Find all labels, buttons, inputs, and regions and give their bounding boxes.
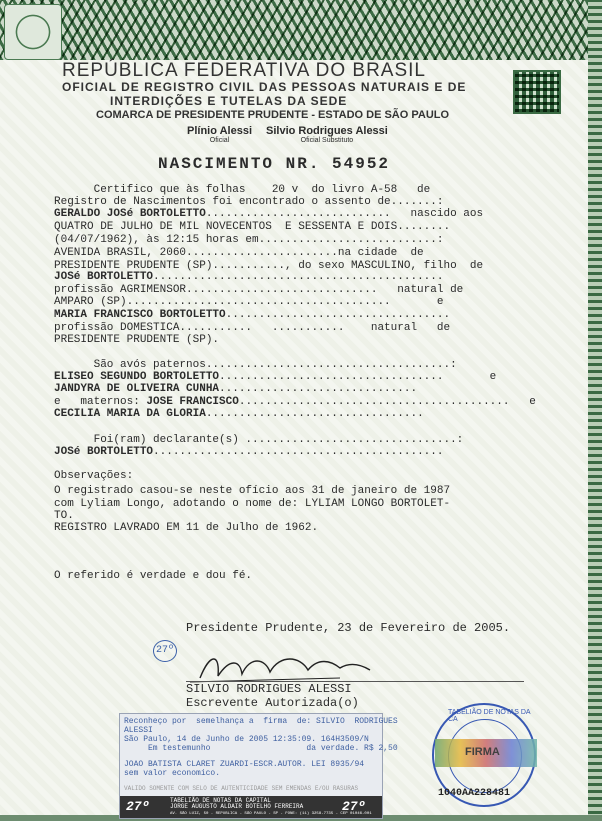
signer-role: Escrevente Autorizada(o) (186, 696, 359, 710)
document-title: NASCIMENTO NR. 54952 (158, 155, 391, 173)
stamp-line-1: Reconheço por semelhança a firma de: SILVIO RODRIGUES (124, 717, 398, 726)
cert-line-3 (54, 208, 483, 220)
qr-code-icon (513, 70, 561, 114)
cert-line-6: AVENIDA BRASIL, 2060.......................na cidade de (54, 247, 424, 259)
cert-line-17 (54, 396, 536, 408)
cert-line-17-rest: ......................................... e (238, 396, 536, 408)
declarant-name: JOSé BORTOLETTO (54, 446, 154, 458)
stamp-line-5: JOAO BATISTA CLARET ZUARDI-ESCR.AUTOR. LEI 8935/94 (124, 760, 365, 769)
stamp-validity-note: VALIDO SOMENTE COM SELO DE AUTENTICIDADE SEM EMENDAS E/OU RASURAS (124, 785, 359, 792)
cert-line-1: Certifico que às folhas 20 v do livro A-58 de (54, 184, 431, 196)
cert-line-17-pre: e maternos: (54, 396, 147, 408)
cert-line-10: AMPARO (SP)........................................ e (54, 296, 444, 308)
official-role: Oficial (209, 137, 230, 144)
official-name: Plínio Alessi (187, 125, 253, 137)
cert-line-2: Registro de Nascimentos foi encontrado o assento de.......: (54, 196, 444, 208)
cert-line-8 (54, 271, 443, 283)
guilloche-border-right (588, 0, 602, 821)
cert-line-11-rest: .................................. (225, 309, 451, 321)
republic-heading: REPÚBLICA FEDERATIVA DO BRASIL (62, 60, 427, 81)
registrant-name: GERALDO JOSé BORTOLETTO (54, 208, 206, 220)
paternal-grandmother: JANDYRA DE OLIVEIRA CUNHA (54, 383, 220, 395)
attestation-text: O referido é verdade e dou fé. (54, 570, 253, 582)
cert-line-14: São avós paternos.....................................: (54, 359, 457, 371)
notary-office-name: TABELIÃO DE NOTAS DA CAPITAL (170, 797, 271, 804)
maternal-grandfather: JOSE FRANCISCO (146, 396, 239, 408)
cert-line-3-rest: ............................ nascido aos (205, 208, 484, 220)
seal-text: TABELIÃO DE NOTAS DA CA (448, 709, 531, 723)
cert-line-12: profissão DOMESTICA........... ........... natural de (54, 322, 451, 334)
cert-line-13: PRESIDENTE PRUDENTE (SP). (54, 334, 220, 346)
observation-line-1: O registrado casou-se neste ofício aos 31 de janeiro de 1987 (54, 485, 451, 497)
observation-line-3: TO. (54, 510, 74, 522)
hologram-seal (435, 739, 537, 767)
official-block (187, 125, 252, 144)
cert-line-15-rest: .................................. e (219, 371, 497, 383)
maternal-grandmother: CECILIA MARIA DA GLORIA (54, 408, 206, 420)
substitute-block (266, 125, 388, 144)
observation-line-4: REGISTRO LAVRADO EM 11 de Julho de 1962. (54, 522, 319, 534)
cert-line-16-rest: .............................. (219, 383, 418, 395)
cert-line-9: profissão AGRIMENSOR............................. natural de (54, 284, 464, 296)
seal-firma-label: FIRMA (465, 746, 500, 758)
stamp-line-3: São Paulo, 14 de Junho de 2005 12:35:09. 164H3509/N (124, 735, 369, 744)
notary-authentication-stamp (119, 713, 398, 819)
cert-line-7: PRESIDENTE PRUDENTE (SP)..........., do sexo MASCULINO, filho de (54, 260, 484, 272)
cert-line-18-rest: ................................. (205, 408, 424, 420)
paternal-grandfather: ELISEO SEGUNDO BORTOLETTO (54, 371, 220, 383)
stamp-line-2: ALESSI (124, 726, 153, 735)
stamp-footer (120, 796, 382, 818)
notary-office-person: JORGE AUGUSTO ALDAIR BOTELHO FERREIRA (170, 803, 304, 810)
cert-line-4: QUATRO DE JULHO DE MIL NOVECENTOS E SESSENTA E DOIS........ (54, 221, 451, 233)
signer-name: SILVIO RODRIGUES ALESSI (186, 682, 352, 696)
office-heading-line2: INTERDIÇÕES E TUTELAS DA SEDE (110, 94, 348, 108)
signer-block (186, 682, 359, 710)
notary-logo-left: 27º (126, 799, 150, 814)
cert-line-11 (54, 309, 450, 321)
cert-line-18 (54, 408, 424, 420)
cert-line-16 (54, 383, 417, 395)
cert-line-5: (04/07/1962), às 12:15 horas em...........................: (54, 234, 444, 246)
observation-line-2: com Lyliam Longo, adotando o nome de: LYLIAM LONGO BORTOLET- (54, 498, 451, 510)
substitute-name: Silvio Rodrigues Alessi (266, 125, 388, 137)
cert-line-20 (54, 446, 443, 458)
observations-label: Observações: (54, 470, 134, 482)
cert-line-8-rest: ............................................ (153, 271, 444, 283)
seal-serial-number: 1040AA228481 (438, 788, 511, 799)
guilloche-border-top (0, 0, 602, 60)
notary-number-stamp: 27º (153, 640, 177, 662)
place-and-date: Presidente Prudente, 23 de Fevereiro de 2005. (186, 621, 511, 635)
coat-of-arms-icon (4, 4, 62, 60)
notary-office-address: AV. SÃO LUIZ, 50 - REPUBLICA - SÃO PAULO - SP - FONE: (11) 3258-7735 - CEP 01046-001 (170, 812, 372, 816)
stamp-line-4: Em testemunho da verdade. R$ 2,50 (124, 744, 398, 753)
cert-line-19: Foi(ram) declarante(s) ................................: (54, 434, 464, 446)
substitute-role: Oficial Substituto (300, 137, 354, 144)
notary-logo-right: 27º (342, 799, 366, 814)
cert-line-20-rest: ............................................ (153, 446, 444, 458)
mother-name: MARIA FRANCISCO BORTOLETTO (54, 309, 226, 321)
stamp-line-6: sem valor economico. (124, 769, 221, 778)
cert-line-15 (54, 371, 496, 383)
office-heading-line1: OFICIAL DE REGISTRO CIVIL DAS PESSOAS NATURAIS E DE (62, 80, 467, 94)
father-name: JOSé BORTOLETTO (54, 271, 154, 283)
comarca-heading: COMARCA DE PRESIDENTE PRUDENTE - ESTADO DE SÃO PAULO (96, 109, 450, 121)
